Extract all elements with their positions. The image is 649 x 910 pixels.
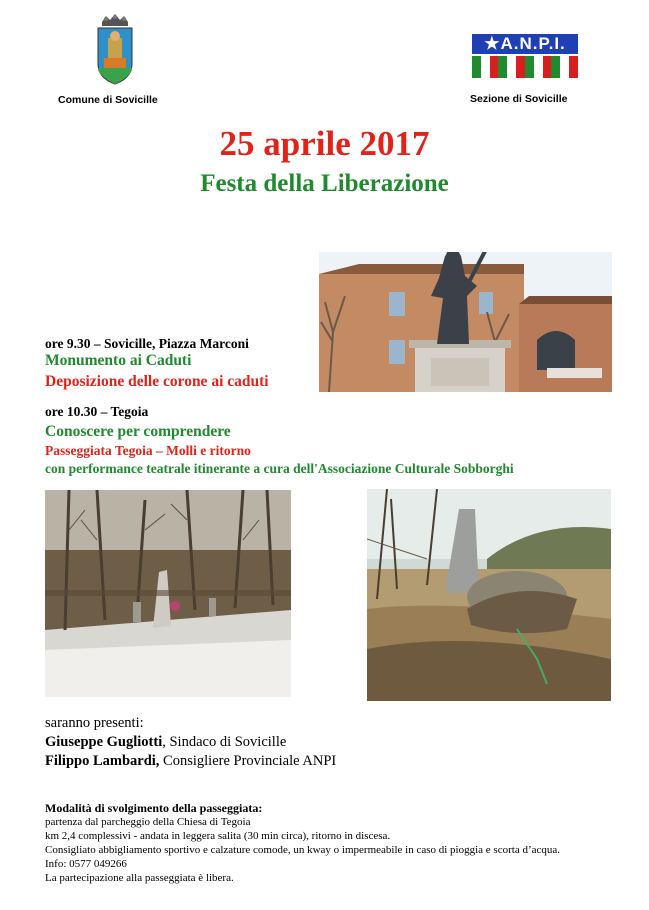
- attendee-2: [45, 753, 336, 770]
- details-line-4: Info: 0577 049266: [45, 858, 127, 870]
- tricolor-strip: [472, 56, 578, 78]
- event2-description: con performance teatrale itinerante a cura dell'Associazione Culturale Sobborghi: [45, 461, 514, 476]
- details-title: Modalità di svolgimento della passeggiata:: [45, 801, 263, 815]
- event1-title: Monumento ai Caduti: [45, 352, 192, 369]
- attendee-1-role: , Sindaco di Sovicille: [162, 734, 287, 750]
- event2-subtitle: Passeggiata Tegoia – Molli e ritorno: [45, 443, 251, 458]
- page-subtitle: Festa della Liberazione: [200, 170, 449, 197]
- comune-crest-icon: [92, 14, 138, 86]
- details-line-1: partenza dal parcheggio della Chiesa di Tegoia: [45, 816, 251, 828]
- page-title: 25 aprile 2017: [219, 124, 430, 163]
- attendee-2-name: Filippo Lambardi,: [45, 753, 160, 769]
- attendee-2-role: Consigliere Provinciale ANPI: [159, 753, 337, 769]
- woods-memorial-photo: [45, 490, 291, 697]
- monument-photo: [319, 252, 612, 392]
- details-line-5: La partecipazione alla passeggiata è libera.: [45, 872, 234, 884]
- anpi-logo: [472, 34, 578, 78]
- details-line-3: Consigliato abbigliamento sportivo e calzature comode, un kway o impermeabile in caso di pioggia e scorta d’acqua.: [45, 844, 561, 856]
- stone-memorial-photo: [367, 489, 611, 701]
- sezione-label: Sezione di Sovicille: [470, 93, 568, 105]
- anpi-logo-text: ★A.N.P.I.: [472, 34, 578, 54]
- event1-time: ore 9.30 – Sovicille, Piazza Marconi: [45, 336, 249, 351]
- attendee-1-name: Giuseppe Gugliotti: [45, 734, 163, 750]
- comune-label: Comune di Sovicille: [58, 94, 158, 106]
- details-line-2: km 2,4 complessivi - andata in leggera salita (30 min circa), ritorno in discesa.: [45, 830, 391, 842]
- attendee-1: [45, 734, 286, 751]
- event1-subtitle: Deposizione delle corone ai caduti: [45, 373, 269, 390]
- attendees-intro: saranno presenti:: [45, 715, 144, 731]
- event2-time: ore 10.30 – Tegoia: [45, 404, 149, 419]
- event2-title: Conoscere per comprendere: [45, 423, 231, 440]
